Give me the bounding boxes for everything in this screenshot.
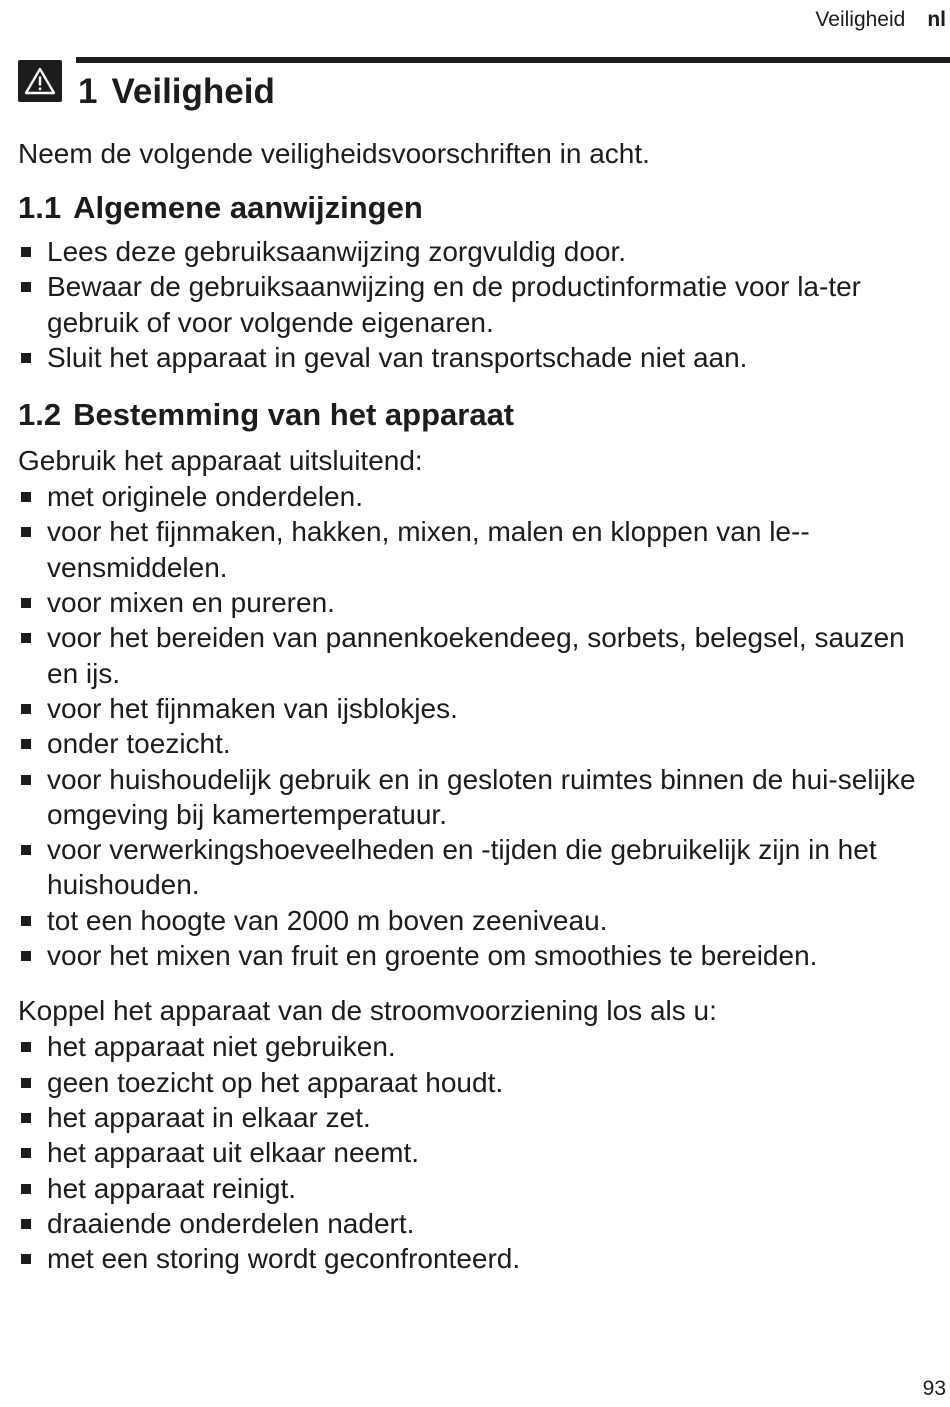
list-item: voor het fijnmaken, hakken, mixen, malen en kloppen van le-vensmiddelen. [18, 514, 933, 585]
section-title: Algemene aanwijzingen [73, 190, 423, 225]
list-item: het apparaat in elkaar zet. [18, 1100, 933, 1135]
chapter-title [78, 70, 275, 114]
disconnect-lead: Koppel het apparaat van de stroomvoorziening los als u: [18, 995, 717, 1027]
page-content [18, 136, 933, 1276]
list-item: tot een hoogte van 2000 m boven zeeniveau. [18, 903, 933, 938]
section-heading-intended-use [18, 395, 933, 435]
intro-text: Neem de volgende veiligheidsvoorschriften in acht. [18, 138, 650, 169]
running-header-language: nl [927, 8, 946, 31]
running-header-section: Veiligheid [815, 8, 906, 31]
list-item: het apparaat uit elkaar neemt. [18, 1135, 933, 1170]
list-item: voor het fijnmaken van ijsblokjes. [18, 691, 933, 726]
disconnect-list [18, 1029, 933, 1276]
list-item: Bewaar de gebruiksaanwijzing en de productinformatie voor la-ter gebruik of voor volgende eigenaren. [18, 269, 933, 340]
list-item: voor mixen en pureren. [18, 585, 933, 620]
list-item: voor huishoudelijk gebruik en in gesloten ruimtes binnen de hui-selijke omgeving bij kamertemperatuur. [18, 762, 933, 833]
list-item: het apparaat reinigt. [18, 1171, 933, 1206]
list-item: Lees deze gebruiksaanwijzing zorgvuldig door. [18, 234, 933, 269]
list-item: onder toezicht. [18, 726, 933, 761]
list-item: voor verwerkingshoeveelheden en -tijden die gebruikelijk zijn in het huishouden. [18, 832, 933, 903]
list-item: voor het bereiden van pannenkoekendeeg, sorbets, belegsel, sauzen en ijs. [18, 620, 933, 691]
chapter-number: 1 [78, 72, 98, 111]
section-heading-general [18, 188, 933, 228]
list-item: voor het mixen van fruit en groente om smoothies te bereiden. [18, 938, 933, 973]
warning-triangle-icon [18, 60, 62, 102]
list-item: met originele onderdelen. [18, 479, 933, 514]
list-item: met een storing wordt geconfronteerd. [18, 1241, 933, 1276]
section-title: Bestemming van het apparaat [73, 397, 515, 433]
section-number: 1.2 [18, 397, 62, 433]
list-item: Sluit het apparaat in geval van transportschade niet aan. [18, 340, 933, 375]
running-header [815, 6, 946, 34]
general-instructions-list [18, 234, 933, 375]
page-number: 93 [922, 1377, 946, 1400]
section-number: 1.1 [18, 190, 62, 225]
chapter-title-text: Veiligheid [111, 72, 275, 111]
list-item: draaiende onderdelen nadert. [18, 1206, 933, 1241]
title-rule [76, 57, 950, 63]
list-item: het apparaat niet gebruiken. [18, 1029, 933, 1064]
list-item: geen toezicht op het apparaat houdt. [18, 1065, 933, 1100]
intended-use-lead: Gebruik het apparaat uitsluitend: [18, 445, 423, 477]
intended-use-list [18, 479, 933, 973]
